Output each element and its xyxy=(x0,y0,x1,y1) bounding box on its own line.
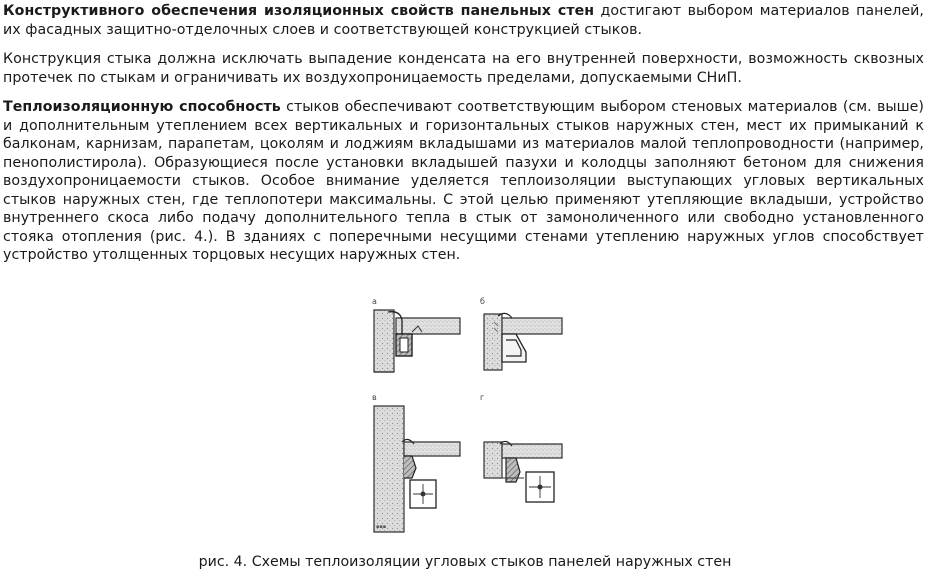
scheme-g-label: г xyxy=(480,393,485,402)
scheme-b-label: б xyxy=(480,297,485,306)
joint-schemes-drawing xyxy=(366,292,568,538)
figure-corner-joint-schemes xyxy=(366,292,568,538)
paragraph-constructive xyxy=(3,2,924,39)
scheme-b xyxy=(480,297,562,370)
scheme-v-label: в xyxy=(372,393,377,402)
scheme-a-label: а xyxy=(372,297,377,306)
paragraph-thermal-insulation xyxy=(3,98,924,265)
scheme-a xyxy=(372,297,460,372)
figure-caption: рис. 4. Схемы теплоизоляции угловых стыков панелей наружных стен xyxy=(198,554,732,570)
scheme-g xyxy=(480,393,562,502)
scheme-v xyxy=(372,393,460,532)
term-thermal-insulation: Теплоизоляционную способность xyxy=(3,99,281,115)
term-constructive: Конструктивного обеспечения изоляционных свойств панельных стен xyxy=(3,3,595,19)
paragraph-constructive-text: достигают выбором материалов панелей, их фасадных защитно-отделочных слоев и соответствующей конструкцией стыков. xyxy=(3,3,924,38)
paragraph-thermal-insulation-text: стыков обеспечивают соответствующим выбором стеновых материалов (см. выше) и дополнительным утеплением всех вертикальных и горизонтальных стыков наружных стен, мест их примыканий к балконам, карнизам, парапетам, цоколям и лоджиям вкладышами из материалов малой теплопроводности (например, пенополистирола). Образующиеся после установки вкладышей пазухи и колодцы заполняют бетоном для снижения воздухопроницаемости стыков. Особое внимание уделяется теплоизоляции выступающих угловых вертикальных стыков наружных стен, где теплопотери максимальны. С этой целью применяют утепляющие вкладыши, устройство внутреннего скоса либо подачу дополнительного тепла в стык от замоноличенного или свободно установленного стояка отопления (рис. 4.). В зданиях с поперечными несущими стенами утеплению наружных углов способствует устройство утолщенных торцовых несущих наружных стен. xyxy=(3,99,925,263)
svg-text:▪▪▪: ▪▪▪ xyxy=(376,524,387,530)
article-body xyxy=(3,2,924,276)
paragraph-joint-design: Конструкция стыка должна исключать выпадение конденсата на его внутренней поверхности, возможность сквозных протечек по стыкам и ограничивать их воздухопроницаемость пределами, допускаемыми СНиП. xyxy=(3,51,924,86)
